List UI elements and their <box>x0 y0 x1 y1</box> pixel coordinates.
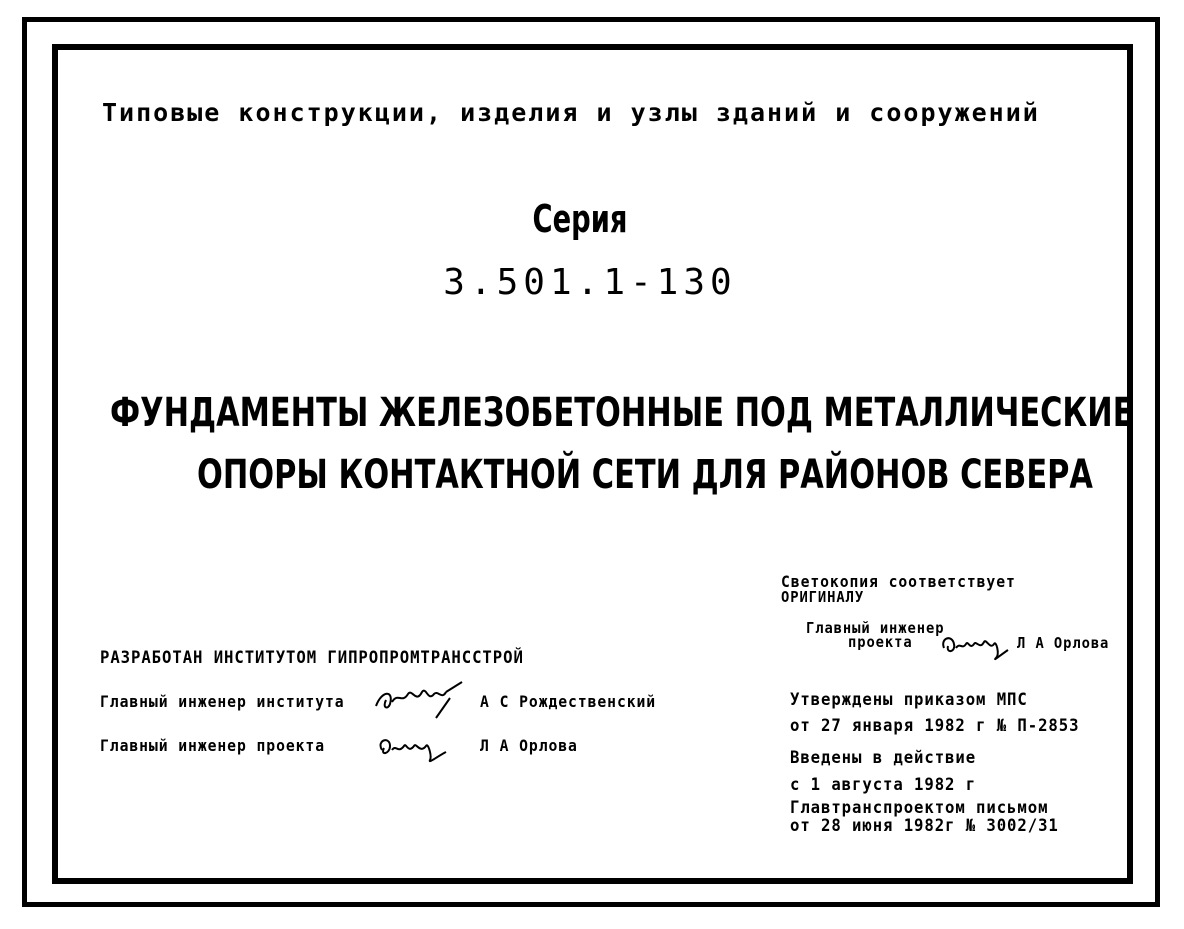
document-title-line-2: ОПОРЫ КОНТАКТНОЙ СЕТИ ДЛЯ РАЙОНОВ СЕВЕРА <box>197 452 1093 498</box>
stamp-signature <box>938 628 1010 662</box>
introduction-line-2: с 1 августа 1982 г <box>790 775 977 795</box>
introduction-line-4: от 28 июня 1982г № 3002/31 <box>790 816 1059 836</box>
copy-stamp-line-2: ОРИГИНАЛУ <box>781 588 865 606</box>
series-category-header: Типовые конструкции, изделия и узлы зданий и сооружений <box>102 98 1040 127</box>
stamp-engineer-label-1: Главный инженер <box>806 619 945 637</box>
chief-engineer-institute-label: Главный инженер института <box>100 692 345 711</box>
stamp-engineer-label-2: проекта <box>848 633 913 651</box>
series-number: 3.501.1-130 <box>443 262 737 303</box>
introduction-line-1: Введены в действие <box>790 748 977 768</box>
chief-engineer-institute-signature <box>372 680 464 720</box>
chief-engineer-project-label: Главный инженер проекта <box>100 736 325 755</box>
approval-line-2: от 27 января 1982 г № П-2853 <box>790 716 1080 736</box>
chief-engineer-project-name: Л А Орлова <box>480 736 578 755</box>
introduction-line-3: Главтранспроектом письмом <box>790 798 1049 818</box>
chief-engineer-institute-name: А С Рождественский <box>480 692 657 711</box>
developer-institute: РАЗРАБОТАН ИНСТИТУТОМ ГИПРОПРОМТРАНССТРОЙ <box>100 648 524 668</box>
series-label: Серия <box>532 197 628 241</box>
stamp-engineer-name: Л А Орлова <box>1017 634 1110 652</box>
chief-engineer-project-signature <box>374 730 448 764</box>
approval-line-1: Утверждены приказом МПС <box>790 690 1028 710</box>
copy-stamp-line-1: Светокопия соответствует <box>781 572 1016 591</box>
document-title-line-1: ФУНДАМЕНТЫ ЖЕЛЕЗОБЕТОННЫЕ ПОД МЕТАЛЛИЧЕСКИЕ <box>110 390 1134 436</box>
